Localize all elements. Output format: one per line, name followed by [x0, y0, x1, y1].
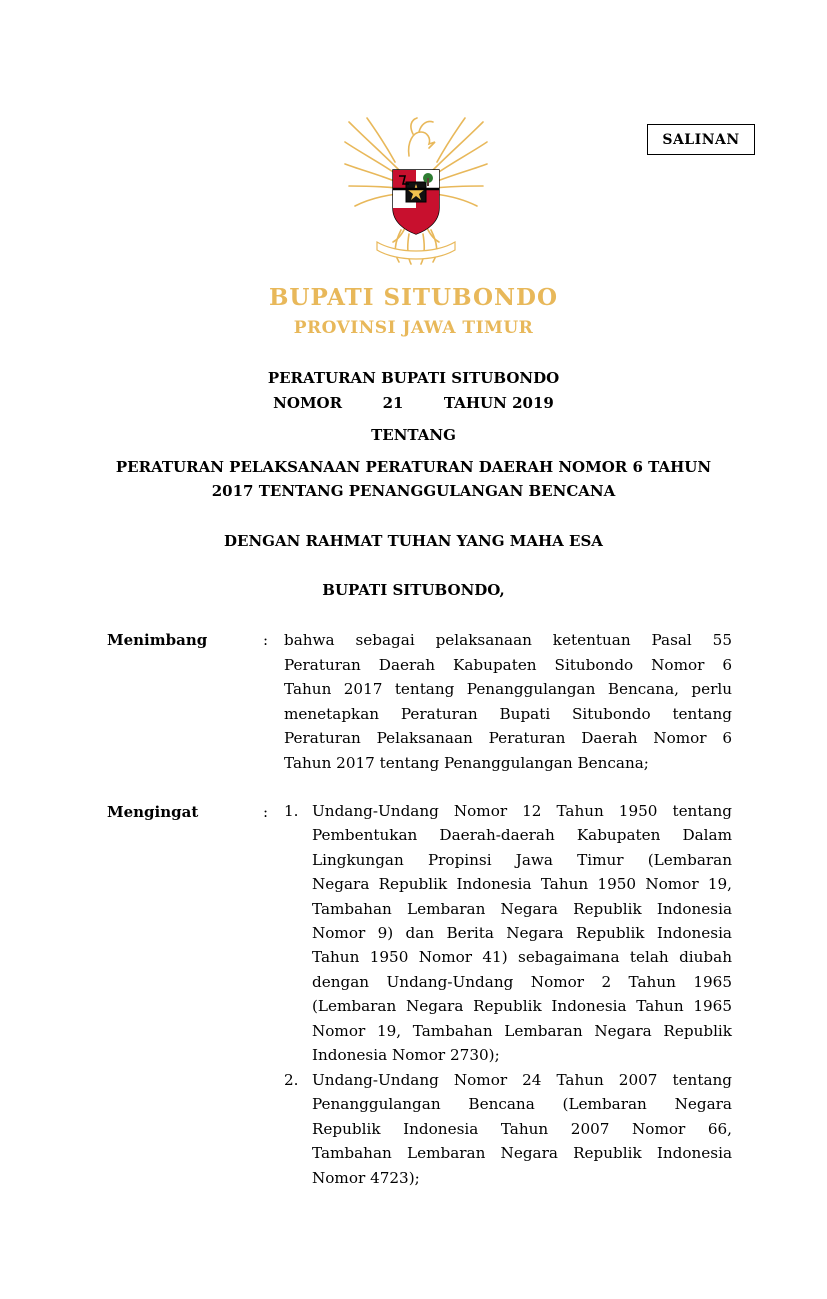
- rahmat-heading: DENGAN RAHMAT TUHAN YANG MAHA ESA: [224, 532, 603, 550]
- list-item-line: Undang-Undang Nomor 12 Tahun 1950 tentang: [312, 802, 732, 820]
- tahun-label: TAHUN 2019: [443, 394, 554, 412]
- page-title: BUPATI SITUBONDO: [268, 284, 559, 311]
- nomor-value: 21: [382, 394, 404, 412]
- list-item: [312, 799, 732, 1067]
- shield-icon: [393, 170, 439, 234]
- list-item-line: Nomor 9) dan Berita Negara Republik Indonesia: [312, 923, 732, 942]
- menimbang-label: Menimbang: [107, 631, 208, 649]
- list-item-line: (Lembaran Negara Republik Indonesia Tahun 1965: [312, 997, 732, 1016]
- mengingat-colon: :: [263, 803, 269, 821]
- list-item-line: Tambahan Lembaran Negara Republik Indonesia: [312, 1144, 732, 1163]
- menimbang-line: Tahun 2017 tentang Penanggulangan Bencana;: [284, 753, 649, 772]
- list-item-line: dengan Undang-Undang Nomor 2 Tahun 1965: [312, 972, 732, 991]
- page-subtitle: PROVINSI JAWA TIMUR: [293, 318, 534, 338]
- list-item-line: Tambahan Lembaran Negara Republik Indonesia: [312, 899, 732, 918]
- subject-line-2: 2017 TENTANG PENANGGULANGAN BENCANA: [211, 482, 616, 500]
- list-item-number: 2.: [284, 1071, 299, 1089]
- menimbang-line: Peraturan Pelaksanaan Peraturan Daerah Nomor 6: [284, 729, 732, 747]
- menimbang-line: menetapkan Peraturan Bupati Situbondo tentang: [284, 704, 732, 723]
- list-item-line: Nomor 4723);: [312, 1168, 420, 1187]
- nomor-label: NOMOR: [273, 394, 343, 412]
- list-item-line: Indonesia Nomor 2730);: [312, 1045, 500, 1064]
- list-item-line: Pembentukan Daerah-daerah Kabupaten Dalam: [312, 826, 732, 845]
- list-item-line: Lingkungan Propinsi Jawa Timur (Lembaran: [312, 850, 732, 869]
- salinan-stamp: SALINAN: [647, 124, 755, 155]
- menimbang-line: bahwa sebagai pelaksanaan ketentuan Pasal 55: [284, 631, 732, 649]
- menimbang-line: Peraturan Daerah Kabupaten Situbondo Nomor 6: [284, 655, 732, 674]
- list-item: [312, 1068, 732, 1190]
- list-item-line: Republik Indonesia Tahun 2007 Nomor 66,: [312, 1119, 732, 1138]
- subject-line-1: PERATURAN PELAKSANAAN PERATURAN DAERAH NOMOR 6 TAHUN: [115, 458, 712, 476]
- regulation-number-line: [0, 394, 827, 412]
- regulation-type: PERATURAN BUPATI SITUBONDO: [267, 369, 560, 387]
- menimbang-colon: :: [263, 631, 269, 649]
- list-item-line: Nomor 19, Tambahan Lembaran Negara Republik: [312, 1021, 732, 1040]
- list-item-line: Negara Republik Indonesia Tahun 1950 Nomor 19,: [312, 875, 732, 894]
- issuer-heading: BUPATI SITUBONDO,: [322, 581, 505, 599]
- menimbang-paragraph: [284, 628, 732, 775]
- list-item-line: Penanggulangan Bencana (Lembaran Negara: [312, 1095, 732, 1114]
- mengingat-label: Mengingat: [107, 803, 199, 821]
- list-item-number: 1.: [284, 802, 299, 820]
- list-item-line: Tahun 1950 Nomor 41) sebagaimana telah diubah: [312, 948, 732, 967]
- tentang-heading: TENTANG: [371, 426, 456, 444]
- garuda-emblem-icon: [337, 112, 495, 270]
- menimbang-line: Tahun 2017 tentang Penanggulangan Bencana, perlu: [284, 680, 732, 698]
- list-item-line: Undang-Undang Nomor 24 Tahun 2007 tentang: [312, 1071, 732, 1089]
